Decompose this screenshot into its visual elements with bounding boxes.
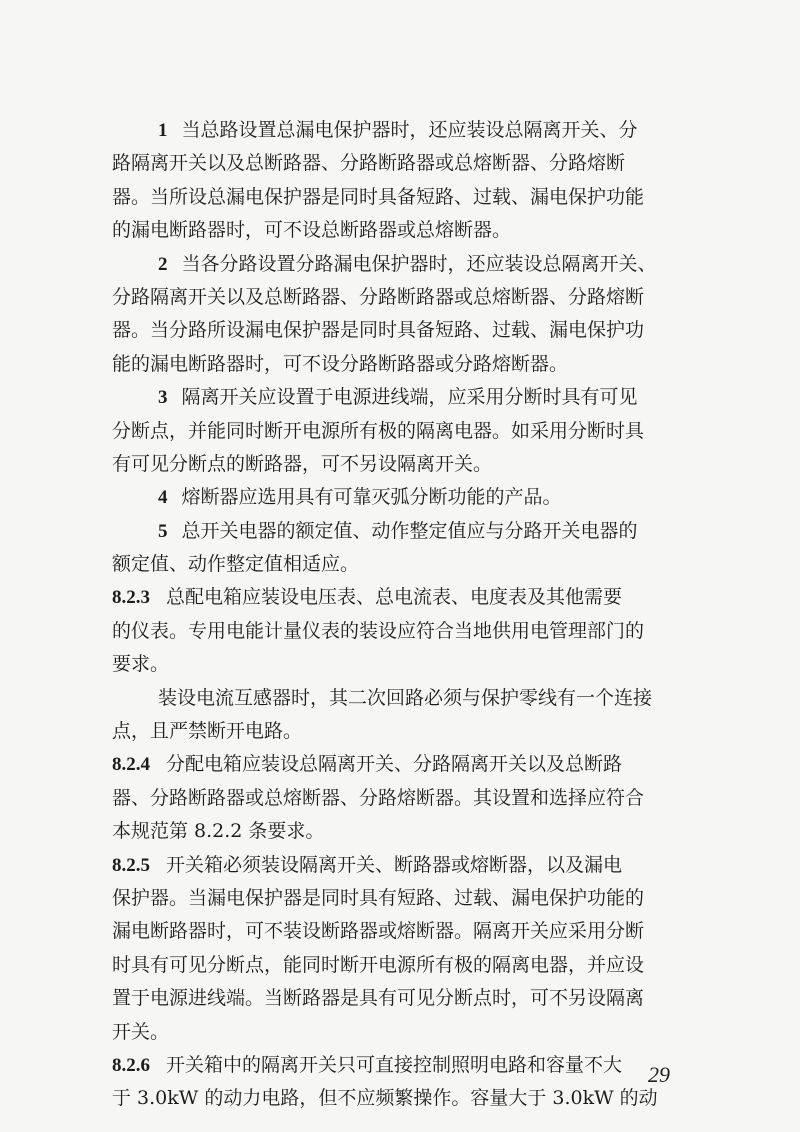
item-number: 5	[158, 520, 168, 542]
item-1-line-3: 器。当所设总漏电保护器是同时具备短路、过载、漏电保护功能	[112, 185, 645, 208]
clause-8-2-5-line-3: 漏电断路器时，可不装设断路器或熔断器。隔离开关应采用分断	[112, 920, 645, 943]
clause-number: 8.2.3	[112, 587, 150, 609]
clause-text: 总配电箱应装设电压表、总电流表、电度表及其他需要	[166, 586, 623, 609]
item-text: 隔离开关应设置于电源进线端，应采用分断时具有可见	[181, 386, 638, 409]
item-3-line-3: 有可见分断点的断路器，可不另设隔离开关。	[112, 452, 493, 475]
clause-number: 8.2.6	[112, 1054, 150, 1076]
item-2-line-2: 分路隔离开关以及总断路器、分路断路器或总熔断器、分路熔断	[112, 285, 645, 308]
clause-8-2-6-line-1	[112, 1049, 702, 1082]
item-1-line-2: 路隔离开关以及总断路器、分路断路器或总熔断器、分路熔断	[112, 152, 626, 175]
clause-text: 开关箱中的隔离开关只可直接控制照明电路和容量不大	[166, 1053, 623, 1076]
clause-8-2-5-line-1	[112, 849, 702, 882]
item-3-line-2: 分断点，并能同时断开电源所有极的隔离电器。如采用分断时具	[112, 419, 645, 442]
clause-8-2-4-line-2: 器、分路断路器或总熔断器、分路熔断器。其设置和选择应符合	[112, 786, 645, 809]
clause-text: 开关箱必须装设隔离开关、断路器或熔断器，以及漏电	[166, 853, 623, 876]
clause-8-2-5-line-2: 保护器。当漏电保护器是同时具有短路、过载、漏电保护功能的	[112, 886, 645, 909]
item-text: 总开关电器的额定值、动作整定值应与分路开关电器的	[181, 519, 638, 542]
clause-8-2-4-line-1	[112, 748, 702, 781]
clause-8-2-3-para2-line-2: 点，且严禁断开电路。	[112, 720, 303, 743]
item-4-line-1	[112, 481, 702, 514]
item-2-line-3: 器。当分路所设漏电保护器是同时具备短路、过载、漏电保护功	[112, 319, 645, 342]
clause-8-2-5-line-6: 开关。	[112, 1020, 170, 1043]
item-5-line-1	[112, 515, 702, 548]
item-5-line-2: 额定值、动作整定值相适应。	[112, 553, 360, 576]
clause-8-2-5-line-4: 时具有可见分断点，能同时断开电源所有极的隔离电器，并应设	[112, 953, 645, 976]
document-body	[112, 114, 702, 1116]
item-2-line-4: 能的漏电断路器时，可不设分路断路器或分路熔断器。	[112, 352, 569, 375]
item-number: 3	[158, 387, 168, 409]
item-number: 1	[158, 120, 168, 141]
clause-8-2-6-line-2: 于 3.0kW 的动力电路，但不应频繁操作。容量大于 3.0kW 的动	[112, 1087, 658, 1110]
item-text: 当总路设置总漏电保护器时，还应装设总隔离开关、分	[181, 119, 638, 141]
item-number: 4	[158, 487, 168, 509]
item-number: 2	[158, 253, 168, 275]
item-2-line-1	[112, 248, 702, 281]
clause-text: 分配电箱应装设总隔离开关、分路隔离开关以及总断路	[166, 753, 623, 776]
item-3-line-1	[112, 381, 702, 414]
item-text: 当各分路设置分路漏电保护器时，还应装设总隔离开关、	[181, 252, 657, 275]
clause-8-2-3-line-1	[112, 581, 702, 614]
item-1-line-1	[112, 114, 702, 147]
clause-8-2-5-line-5: 置于电源进线端。当断路器是具有可见分断点时，可不另设隔离	[112, 987, 645, 1010]
item-1-line-4: 的漏电断路器时，可不设总断路器或总熔断器。	[112, 219, 512, 242]
clause-8-2-3-line-3: 要求。	[112, 653, 170, 676]
item-text: 熔断器应选用具有可靠灭弧分断功能的产品。	[181, 486, 562, 509]
page-number: 29	[648, 1062, 670, 1087]
clause-8-2-4-line-3: 本规范第 8.2.2 条要求。	[112, 820, 325, 843]
clause-8-2-3-line-2: 的仪表。专用电能计量仪表的装设应符合当地供用电管理部门的	[112, 619, 645, 642]
clause-number: 8.2.5	[112, 854, 150, 876]
clause-number: 8.2.4	[112, 754, 150, 776]
clause-8-2-3-para2-line-1: 装设电流互感器时，其二次回路必须与保护零线有一个连接	[158, 686, 653, 709]
